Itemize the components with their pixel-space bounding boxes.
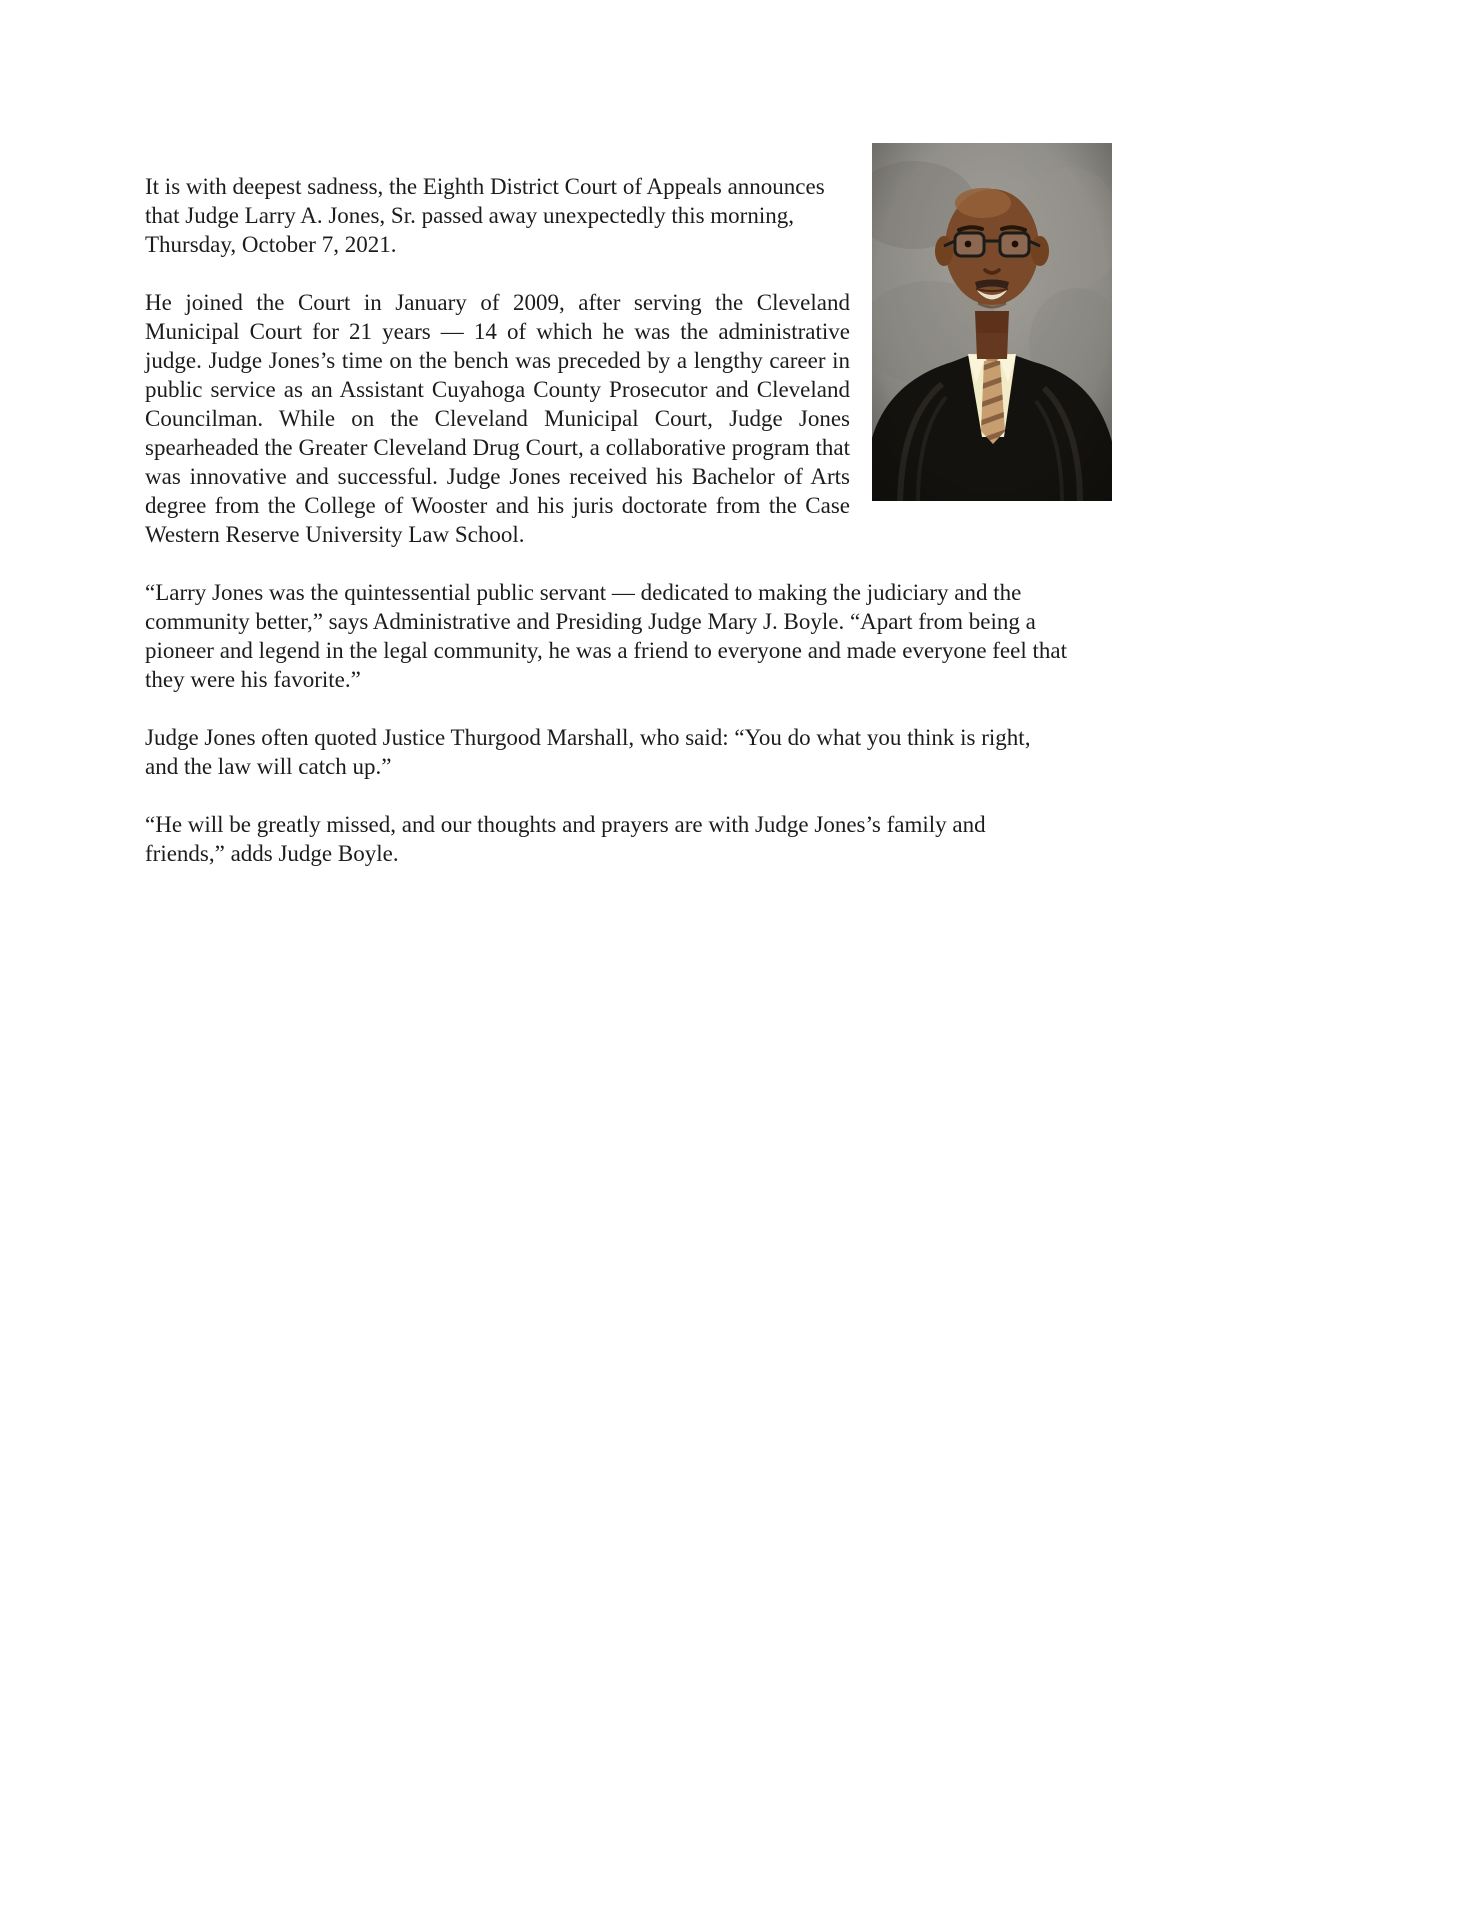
paragraph-marshall-quote: Judge Jones often quoted Justice Thurgood Marshall, who said: “You do what you think is right, and the law will catch up.” [145, 725, 1031, 779]
judge-portrait-photo [872, 143, 1112, 501]
document-content [0, 0, 1067, 868]
paragraph-announcement: It is with deepest sadness, the Eighth District Court of Appeals announces that Judge Larry A. Jones, Sr. passed away unexpectedly this morning, Thursday, October 7, 2021. [145, 174, 825, 257]
paragraph-boyle-quote: “Larry Jones was the quintessential public servant — dedicated to making the judiciary and the community better,” says Administrative and Presiding Judge Mary J. Boyle. “Apart from being a pioneer and legend in the legal community, he was a friend to everyone and made everyone feel that they were his favorite.” [145, 580, 1067, 692]
paragraph-closing: “He will be greatly missed, and our thoughts and prayers are with Judge Jones’s family and friends,” adds Judge Boyle. [145, 812, 986, 866]
paragraph-career: He joined the Court in January of 2009, after serving the Cleveland Municipal Court for 21 years — 14 of which he was the administrative judge. Judge Jones’s time on the bench was preceded by a lengthy career in public service as an Assistant Cuyahoga County Prosecutor and Cleveland Councilman. While on the Cleveland Municipal Court, Judge Jones spearheaded the Greater Cleveland Drug Court, a collaborative program that was innovative and successful. Judge Jones received his Bachelor of Arts degree from the College of Wooster and his juris doctorate from the Case Western Reserve University Law School. [145, 290, 850, 547]
judge-portrait-illustration [872, 143, 1112, 501]
